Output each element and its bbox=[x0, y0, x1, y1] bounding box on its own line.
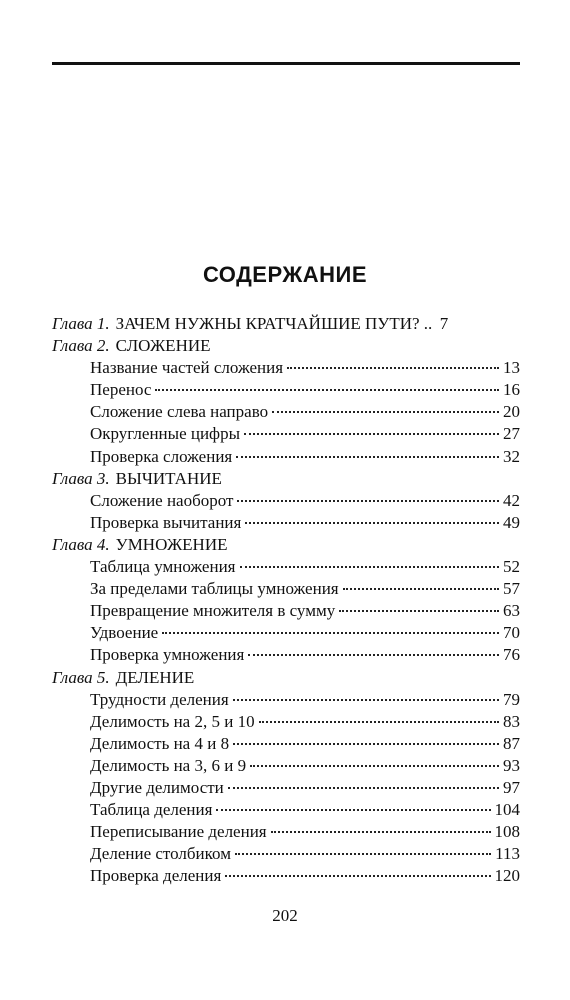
dot-leader bbox=[259, 721, 499, 723]
toc-section bbox=[52, 689, 520, 711]
toc-section bbox=[52, 821, 520, 843]
section-page-number: 49 bbox=[503, 512, 520, 532]
section-page-number: 52 bbox=[503, 557, 520, 577]
section-title: Проверка вычитания bbox=[90, 512, 242, 532]
section-page-number: 16 bbox=[503, 380, 520, 400]
chapter-page-number: 7 bbox=[439, 314, 449, 333]
toc-section bbox=[52, 401, 520, 423]
section-page-number: 104 bbox=[494, 800, 520, 820]
page-number: 202 bbox=[272, 906, 298, 925]
section-title: Делимость на 4 и 8 bbox=[90, 733, 230, 753]
section-title: Таблица деления bbox=[90, 800, 213, 820]
section-page-number: 57 bbox=[503, 579, 520, 599]
dot-leader bbox=[250, 765, 499, 767]
section-page-number: 120 bbox=[494, 866, 520, 886]
section-title: Перенос bbox=[90, 380, 152, 400]
section-title: Переписывание деления bbox=[90, 822, 267, 842]
dot-leader bbox=[244, 433, 499, 435]
dot-leader bbox=[271, 831, 491, 833]
toc-section bbox=[52, 644, 520, 666]
dot-leader bbox=[272, 411, 499, 413]
section-title: За пределами таблицы умножения bbox=[90, 579, 339, 599]
section-page-number: 108 bbox=[494, 822, 520, 842]
toc-section bbox=[52, 357, 520, 379]
section-page-number: 63 bbox=[503, 601, 520, 621]
section-page-number: 79 bbox=[503, 689, 520, 709]
toc-section bbox=[52, 578, 520, 600]
toc-section bbox=[52, 622, 520, 644]
toc-section bbox=[52, 423, 520, 445]
chapter-title: ДЕЛЕНИЕ bbox=[115, 667, 195, 687]
section-page-number: 27 bbox=[503, 424, 520, 444]
section-title: Проверка деления bbox=[90, 866, 222, 886]
chapter-title: ВЫЧИТАНИЕ bbox=[115, 468, 222, 488]
section-page-number: 76 bbox=[503, 645, 520, 665]
chapter-label: Глава 1. bbox=[52, 314, 110, 333]
toc-chapter bbox=[52, 335, 520, 357]
toc-section bbox=[52, 446, 520, 468]
toc-section bbox=[52, 865, 520, 887]
dot-leader bbox=[343, 588, 499, 590]
section-page-number: 13 bbox=[503, 358, 520, 378]
toc-section bbox=[52, 843, 520, 865]
section-title: Сложение наоборот bbox=[90, 490, 234, 510]
toc-section bbox=[52, 755, 520, 777]
toc-chapter bbox=[52, 534, 520, 556]
chapter-title: СЛОЖЕНИЕ bbox=[115, 336, 211, 356]
section-title: Превращение множителя в сумму bbox=[90, 601, 336, 621]
dot-leader bbox=[236, 456, 499, 458]
chapter-title: ЗАЧЕМ НУЖНЫ КРАТЧАЙШИЕ ПУТИ? .. bbox=[115, 314, 433, 333]
toc-section bbox=[52, 799, 520, 821]
section-title: Сложение слева направо bbox=[90, 402, 269, 422]
toc-section bbox=[52, 711, 520, 733]
dot-leader bbox=[240, 566, 500, 568]
section-title: Удвоение bbox=[90, 623, 159, 643]
dot-leader bbox=[216, 809, 490, 811]
toc-chapter bbox=[52, 313, 520, 335]
section-title: Проверка сложения bbox=[90, 446, 233, 466]
section-page-number: 83 bbox=[503, 711, 520, 731]
dot-leader bbox=[339, 610, 499, 612]
toc-chapter bbox=[52, 468, 520, 490]
dot-leader bbox=[162, 632, 499, 634]
chapter-title: УМНОЖЕНИЕ bbox=[115, 534, 228, 554]
top-rule bbox=[52, 62, 520, 65]
table-of-contents bbox=[52, 313, 520, 887]
section-page-number: 70 bbox=[503, 623, 520, 643]
toc-section bbox=[52, 379, 520, 401]
chapter-label: Глава 4. bbox=[52, 534, 110, 554]
dot-leader bbox=[235, 853, 491, 855]
dot-leader bbox=[233, 699, 499, 701]
section-title: Таблица умножения bbox=[90, 557, 236, 577]
section-title: Проверка умножения bbox=[90, 645, 245, 665]
section-page-number: 20 bbox=[503, 402, 520, 422]
dot-leader bbox=[237, 500, 499, 502]
section-page-number: 87 bbox=[503, 733, 520, 753]
chapter-label: Глава 5. bbox=[52, 667, 110, 687]
section-page-number: 42 bbox=[503, 490, 520, 510]
section-page-number: 97 bbox=[503, 777, 520, 797]
dot-leader bbox=[225, 875, 490, 877]
section-title: Делимость на 2, 5 и 10 bbox=[90, 711, 255, 731]
dot-leader bbox=[233, 743, 499, 745]
toc-section bbox=[52, 556, 520, 578]
section-title: Делимость на 3, 6 и 9 bbox=[90, 755, 247, 775]
section-title: Название частей сложения bbox=[90, 358, 284, 378]
section-page-number: 32 bbox=[503, 446, 520, 466]
section-title: Округленные цифры bbox=[90, 424, 240, 444]
toc-section bbox=[52, 490, 520, 512]
toc-chapter bbox=[52, 667, 520, 689]
toc-section bbox=[52, 600, 520, 622]
section-page-number: 113 bbox=[495, 844, 520, 864]
dot-leader bbox=[245, 522, 499, 524]
dot-leader bbox=[228, 787, 499, 789]
toc-section bbox=[52, 512, 520, 534]
section-title: Трудности деления bbox=[90, 689, 229, 709]
dot-leader bbox=[287, 367, 499, 369]
section-page-number: 93 bbox=[503, 755, 520, 775]
chapter-label: Глава 2. bbox=[52, 336, 110, 356]
dot-leader bbox=[155, 389, 499, 391]
toc-section bbox=[52, 733, 520, 755]
chapter-label: Глава 3. bbox=[52, 468, 110, 488]
section-title: Деление столбиком bbox=[90, 844, 231, 864]
dot-leader bbox=[248, 654, 499, 656]
page-title: СОДЕРЖАНИЕ bbox=[202, 262, 368, 287]
section-title: Другие делимости bbox=[90, 777, 224, 797]
toc-section bbox=[52, 777, 520, 799]
